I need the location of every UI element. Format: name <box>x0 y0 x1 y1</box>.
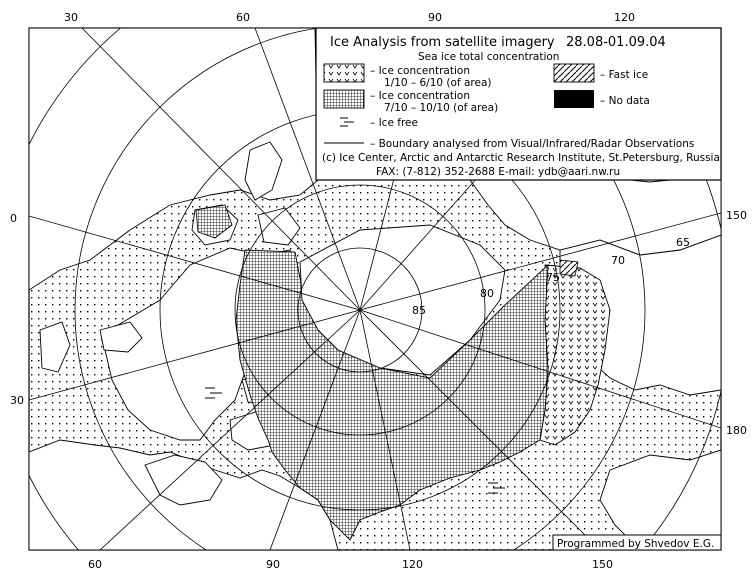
legend-ice-low-line2: 1/10 – 6/10 (of area) <box>384 77 492 89</box>
tick-bottom-120: 120 <box>402 558 423 571</box>
tick-top-60: 60 <box>236 11 250 24</box>
legend-ice-high-line2: 7/10 – 10/10 (of area) <box>384 102 499 114</box>
legend-ice-high-line1: – Ice concentration <box>370 90 470 102</box>
tick-bottom-60: 60 <box>88 558 102 571</box>
tick-top-90: 90 <box>428 11 442 24</box>
legend-box <box>316 28 721 180</box>
tick-right-180: 180 <box>726 424 747 437</box>
swatch-ice-high <box>324 90 364 108</box>
tick-left-0: 0 <box>10 212 17 225</box>
swatch-no-data <box>554 90 594 108</box>
legend-fast-ice: – Fast ice <box>600 69 649 81</box>
legend-boundary: – Boundary analysed from Visual/Infrared/Radar Observations <box>370 138 695 150</box>
swatch-fast-ice <box>554 64 594 82</box>
legend-subtitle: Sea ice total concentration <box>418 51 560 63</box>
tick-right-150: 150 <box>726 209 747 222</box>
legend-no-data: – No data <box>600 95 650 107</box>
legend-contact: FAX: (7-812) 352-2688 E-mail: ydb@aari.nw.ru <box>376 166 621 178</box>
tick-top-120: 120 <box>614 11 635 24</box>
tick-bottom-90: 90 <box>266 558 280 571</box>
lat-label-80: 80 <box>480 287 494 300</box>
tick-left-30: 30 <box>10 394 24 407</box>
lat-label-70: 70 <box>611 254 625 267</box>
lat-label-85: 85 <box>412 304 426 317</box>
legend-ice-free: – Ice free <box>370 117 418 129</box>
tick-bottom-150: 150 <box>592 558 613 571</box>
swatch-ice-low <box>324 64 364 82</box>
tick-top-30: 30 <box>64 11 78 24</box>
lat-label-65: 65 <box>676 236 690 249</box>
programmed-by-text: Programmed by Shvedov E.G. <box>557 538 715 550</box>
legend-credit: (c) Ice Center, Arctic and Antarctic Research Institute, St.Petersburg, Russia <box>322 152 720 164</box>
fast-ice-patch <box>560 260 578 276</box>
programmed-by-box <box>553 535 721 550</box>
legend-title: Ice Analysis from satellite imagery <box>330 35 555 50</box>
legend-dates: 28.08-01.09.04 <box>566 35 666 50</box>
legend-ice-low-line1: – Ice concentration <box>370 65 470 77</box>
lat-label-75: 75 <box>546 271 560 284</box>
